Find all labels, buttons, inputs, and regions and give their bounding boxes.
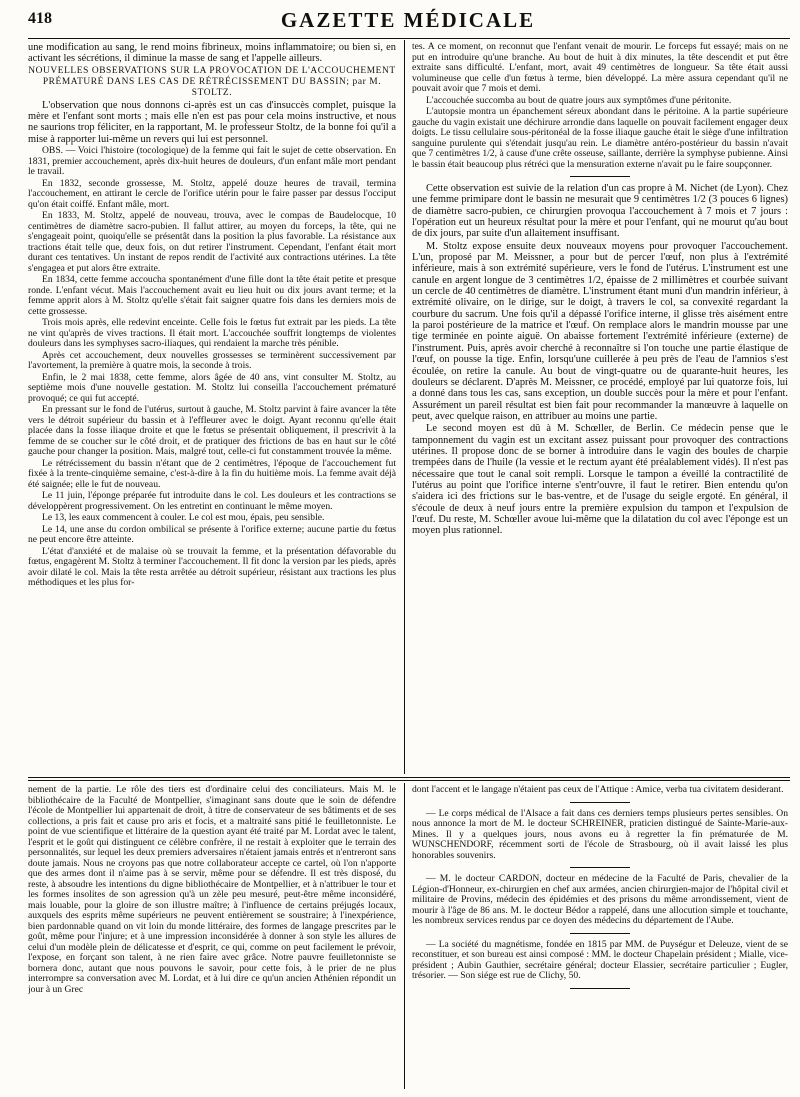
feuilleton-rule-double [28,780,790,781]
observation-paragraph: Après cet accouchement, deux nouvelles grossesses se terminèrent successivement par l'avortement, la première à quatre mois, la seconde à trois. [28,349,396,372]
body-paragraph: M. Stoltz expose ensuite deux nouveaux moyens pour provoquer l'accouchement. L'un, proposé par M. Meissner, a pour but de percer l'œuf, non plus à l'extrémité inférieure, mais à son extrémité supérieure, vers le fond de l'utérus. L'instrument est une canule en argent longue de 3 centimètres 1/2, épaisse de 2 millimètres et courbée suivant un cercle de 40 centimètres de diamètre. L'instrument étant muni d'un mandrin inférieur, à extrémité olivaire, on le dirige, sur le doigt, à travers le col, sa convexité regardant la courbure du sacrum. Une fois qu'il a dépassé l'orifice interne, il glisse très aisément entre la paroi postérieure de la matrice et l'œuf. On remplace alors le mandrin mousse par une tige terminée en pointe aiguë. On abaisse fortement l'extrémité inférieure (externe) de l'instrument. Puis, après avoir cherché à reconnaître si l'on touche une partie élastique de l'œuf, on pousse la tige. Enfin, lorsqu'une cuillerée à peu près de l'eau de l'amnios s'est écoulée, on retire la canule. Au bout de vingt-quatre ou de quarante-huit heures, les douleurs se déclarent. D'après M. Meissner, ce procédé, employé par lui quatorze fois, lui a donné dans tous les cas, sans exception, un double succès pour la mère et pour l'enfant. Assurément un pareil résultat est bien fait pour recommander la manœuvre à laquelle on peut, avec quelque raison, en attribuer au moins une partie. [412,240,788,422]
feuilleton-right [412,785,788,1089]
observation-paragraph: L'accouchée succomba au bout de quatre jours aux symptômes d'une péritonite. [426,94,732,106]
observation-continued [412,42,788,170]
column-divider-bottom [404,783,405,1089]
news-separator [570,988,630,989]
observation-paragraph: En 1834, cette femme accoucha spontanément d'une fille dont la tête était petite et presque ronde. L'enfant vécut. Mais l'accouchement avait eu lieu huit ou dix jours avant terme; et la femme apprit alors à M. Stoltz qu'elle s'était fait saigner quatre fois dans les derniers mois de cette grossesse. [28,274,396,317]
intro-paragraph: une modification au sang, le rend moins fibrineux, moins inflammatoire; ou bien si, en activant les sécrétions, il diminue la masse de sang et l'appelle ailleurs. [28,42,396,65]
section-heading: NOUVELLES OBSERVATIONS SUR LA PROVOCATION DE L'ACCOUCHEMENT PRÉMATURÉ DANS LES CAS DE RÉTRÉCISSEMENT DU BASSIN; par M. STOLTZ. [28,65,396,98]
body-paragraph: L'observation que nous donnons ci-après est un cas d'insuccès complet, puisque la mère et l'enfant sont morts ; mais elle n'en est pas pour cela moins instructive, et nous ne saurions trop féliciter, en la rapportant, M. le professeur Stoltz, de la bonne foi qu'il a mise à rapporter lui-même un revers qui lui est personnel. [28,99,396,145]
page-number: 418 [28,10,52,27]
feuilleton-intro: dont l'accent et le langage n'étaient pas ceux de l'Attique : Amice, verba tua civitatem desiderant. [412,785,784,795]
observation-paragraph: Le 11 juin, l'éponge préparée fut introduite dans le col. Les douleurs et les contractions se développèrent progressivement. On les entretint en continuant le même moyen. [28,490,396,512]
observation-paragraph: En 1833, M. Stoltz, appelé de nouveau, trouva, avec le compas de Baudelocque, 10 centimètres de diamètre sacro-pubien. Il fallut attirer, au moyen du forceps, la tête, qui ne s'engageait point, quoiqu'elle se présentât dans la position la plus favorable. La résistance aux tractions était telle que, deux fois, on dut retirer l'instrument. Cependant, l'enfant était mort durant ces tentatives. Un instant de repos rendit de l'activité aux contractions utérines. La tête s'engagea et put alors être extraite. [28,210,396,274]
journal-title: GAZETTE MÉDICALE [280,8,536,32]
observation-paragraph: L'autopsie montra un épanchement séreux abondant dans le péritoine. A la partie supérieure gauche du vagin existait une déchirure arrondie dans laquelle on pouvait facilement engager deux doigts. Le tissu cellulaire sous-péritonéal de la fosse iliaque gauche était le siège d'une infiltration sanguine purulente qui s'étendait jusqu'au rein. Le diamètre antéro-postérieur du bassin n'avait que 7 centimètres 1/2, à cause d'une crête osseuse, saillante, derrière la symphyse pubienne. Ainsi le bassin était beaucoup plus rétréci que la mensuration externe n'avait pu le faire soupçonner. [412,106,788,170]
observation-block [28,146,396,589]
observation-paragraph: En pressant sur le fond de l'utérus, surtout à gauche, M. Stoltz parvint à faire avancer la tête vers le détroit supérieur du bassin et à l'effleurer avec le doigt. Ayant reconnu qu'elle était placée dans la fosse iliaque droite et que le fœtus se présentait obliquement, il prescrivit à la femme de se coucher sur le côté droit, et de pratiquer des frictions de bas en haut sur le côté gauche pour changer la position. Mais, malgré tout, celle-ci fut constamment trouvée la même. [28,404,396,458]
feuilleton-left [28,785,396,1089]
news-item: — Le corps médical de l'Alsace a fait dans ces derniers temps plusieurs pertes sensibles. On nous annonce la mort de M. le docteur SCHREINER, praticien distingué de Sainte-Marie-aux-Mines. Il y a quelques jours, nous avons eu à regretter la fin prématurée de M. WUNSCHENDORF, récemment sorti de l'école de Strasbourg, où il avait laissé les plus honorables souvenirs. [412,807,788,861]
feuilleton-paragraph: nement de la partie. Le rôle des tiers est d'ordinaire celui des conciliateurs. Mais M. le bibliothécaire de la Faculté de Montpellier, s'imaginant sans doute que le soin de défendre l'école de Montpellier lui appartenait de droit, à titre de conservateur de ses bâtiments et de ses collections, a pris fait et cause pro aris et focis, et a maltraité sans pitié le feuilletonniste. Le point de vue scientifique et littéraire de la question ayant été traité par M. Lordat avec le talent, l'esprit et le goût qui distinguent ce célèbre confrère, il ne restait à exploiter que le terrain des personnalités, sur lequel les deux premiers adversaires n'étaient jamais entrés et n'entreront sans doute jamais. Nous ne croyons pas que notre collaborateur accepte ce cartel, où l'on n'apporte que des armes dont il n'aime pas à se servir, même pour se défendre. Il est très disposé, du reste, à absoudre les intentions du digne bibliothécaire de Montpellier, et à n'attribuer le tour et les formes insolites de son agression qu'à un zèle peu mesuré, peut-être même inconsidéré, mais louable, pour la gloire de son illustre maître; à l'influence de certains préjugés locaux, auxquels des esprits même supérieurs ne peuvent entièrement se soustraire; à l'inexpérience, bien pardonnable quand on vit loin du monde littéraire, des formes de langage prescrites par le goût, même pour l'injure; et à une impression inconsidérée à donner à son style les allures de celui d'un modèle plein de délicatesse et d'esprit, ce qui, comme on peut facilement le prévoir, l'expose, en forçant son talent, à ne rien faire avec grâce. Notre pauvre feuilletonniste se bornera donc, autant que nous pouvons le savoir, pour cette fois, à le prier de ne plus interrompre sa conversation avec M. Lordat, et à lui dire ce qu'un ancien Athénien répondit un jour à un Grec [28,785,396,995]
observation-paragraph: OBS. — Voici l'histoire (tocologique) de la femme qui fait le sujet de cette observation. En 1831, premier accouchement, après dix-huit heures de douleurs, d'un enfant mâle mort pendant le travail. [28,145,396,178]
observation-paragraph: tes. A ce moment, on reconnut que l'enfant venait de mourir. Le forceps fut essayé; mais on ne put en introduire qu'une branche. Au bout de huit à dix minutes, la tête descendit et put être extraite sans difficulté. L'enfant, mort, avait 49 centimètres de longueur. Sa tête était aussi volumineuse que celle d'un fœtus à terme, bien développé. La mère assura cependant qu'il ne pouvait avoir que 7 mois et demi. [412,42,788,94]
right-column-top [412,42,788,774]
observation-paragraph: Enfin, le 2 mai 1838, cette femme, alors âgée de 40 ans, vint consulter M. Stoltz, au septième mois d'une nouvelle gestation. M. Stoltz lui conseilla l'accouchement prématuré provoqué; ce qui fut accepté. [28,371,396,404]
news-separator [570,933,630,934]
observation-paragraph: Le 14, une anse du cordon ombilical se présente à l'orifice externe; aucune partie du fœtus ne peut encore être atteinte. [28,523,396,546]
left-column-top [28,42,396,774]
observation-paragraph: Le 13, les eaux commencent à couler. Le col est mou, épais, peu sensible. [42,512,325,524]
body-paragraph: Cette observation est suivie de la relation d'un cas propre à M. Nichet (de Lyon). Chez une femme primipare dont le bassin ne mesurait que 9 centimètres 1/2 (3 pouces 6 lignes) de diamètre sacro-pubien, ce chirurgien provoqua l'accouchement à 7 mois et 7 jours : l'opération eut un heureux résultat pour la mère et pour l'enfant, qui ne mourut qu'au bout de dix jours, par suite d'un allaitement insuffisant. [412,183,788,240]
page-header [28,6,788,34]
observation-paragraph: L'état d'anxiété et de malaise où se trouvait la femme, et la présentation défavorable du fœtus, engagèrent M. Stoltz à terminer l'accouchement. Il fit donc la version par les pieds, après avoir dilaté le col. Mais la tête resta arrêtée au détroit supérieur, résistant aux tractions les plus méthodiques et les plus for- [28,545,396,589]
feuilleton-rule [28,777,790,778]
body-paragraph: Le second moyen est dû à M. Schœller, de Berlin. Ce médecin pense que le tamponnement du vagin est un excitant assez puissant pour provoquer des contractions utérines. Il propose donc de se borner à introduire dans le vagin des boules de charpie trempées dans de l'huile (la vessie et le rectum ayant été préalablement vidés). Il n'est pas nécessaire que tout le canal soit rempli. Lorsque le tampon a éveillé la contractilité de l'utérus au point que l'orifice interne s'entr'ouvre, il faut le retirer. Bien entendu qu'on s'aidera ici des frictions sur le bas-ventre, et de l'usage du seigle ergoté. En général, il s'écoule de deux à neuf jours entre la première expulsion du tampon et l'expulsion de l'œuf. Du reste, M. Schœller avoue lui-même que la dilatation du col avec l'éponge est un moyen plus rationnel. [412,423,788,537]
news-separator [570,867,630,868]
header-rule [28,38,790,39]
news-separator [570,802,630,803]
short-separator [570,176,630,177]
news-item: — M. le docteur CARDON, docteur en médecine de la Faculté de Paris, chevalier de la Légion-d'Honneur, ex-chirurgien en chef aux armées, ancien chirurgien-major de l'hôpital civil et militaire de Provins, médecin des épidémies et des prisons du même arrondissement, vient de mourir à l'âge de 86 ans. M. le docteur Bédor a rappelé, dans une allocution simple et touchante, les nombreux services rendus par ce doyen des médecins du département de l'Aube. [412,873,788,926]
column-divider-top [404,40,405,774]
observation-paragraph: En 1832, seconde grossesse, M. Stoltz, appelé douze heures de travail, termina l'accouchement, en attirant le cercle de l'orifice utérin pour le faire passer par dessus l'occiput qu'on était coiffé. Enfant mâle, mort. [28,177,396,210]
news-item: — La société du magnétisme, fondée en 1815 par MM. de Puységur et Deleuze, vient de se reconstituer, et son bureau est ainsi composé : MM. le docteur Chapelain président ; Mialle, vice-président ; Aubin Gauthier, secrétaire général; docteur Elassier, secrétaire particulier ; Eugler, trésorier. — Son siége est rue de Clichy, 50. [412,938,788,981]
observation-paragraph: Le rétrécissement du bassin n'étant que de 2 centimètres, l'époque de l'accouchement fut fixée à la trente-cinquième semaine, c'est-à-dire à la fin du huitième mois. La femme avait déjà été saignée; elle le fut de nouveau. [28,457,396,490]
observation-paragraph: Trois mois après, elle redevint enceinte. Celle fois le fœtus fut extrait par les pieds. La tête ne vint qu'après de vives tractions. Il était mort. L'accouchée souffrit longtemps de violentes douleurs dans les symphyses sacro-iliaques, qui rendaient la marche très pénible. [28,317,396,350]
